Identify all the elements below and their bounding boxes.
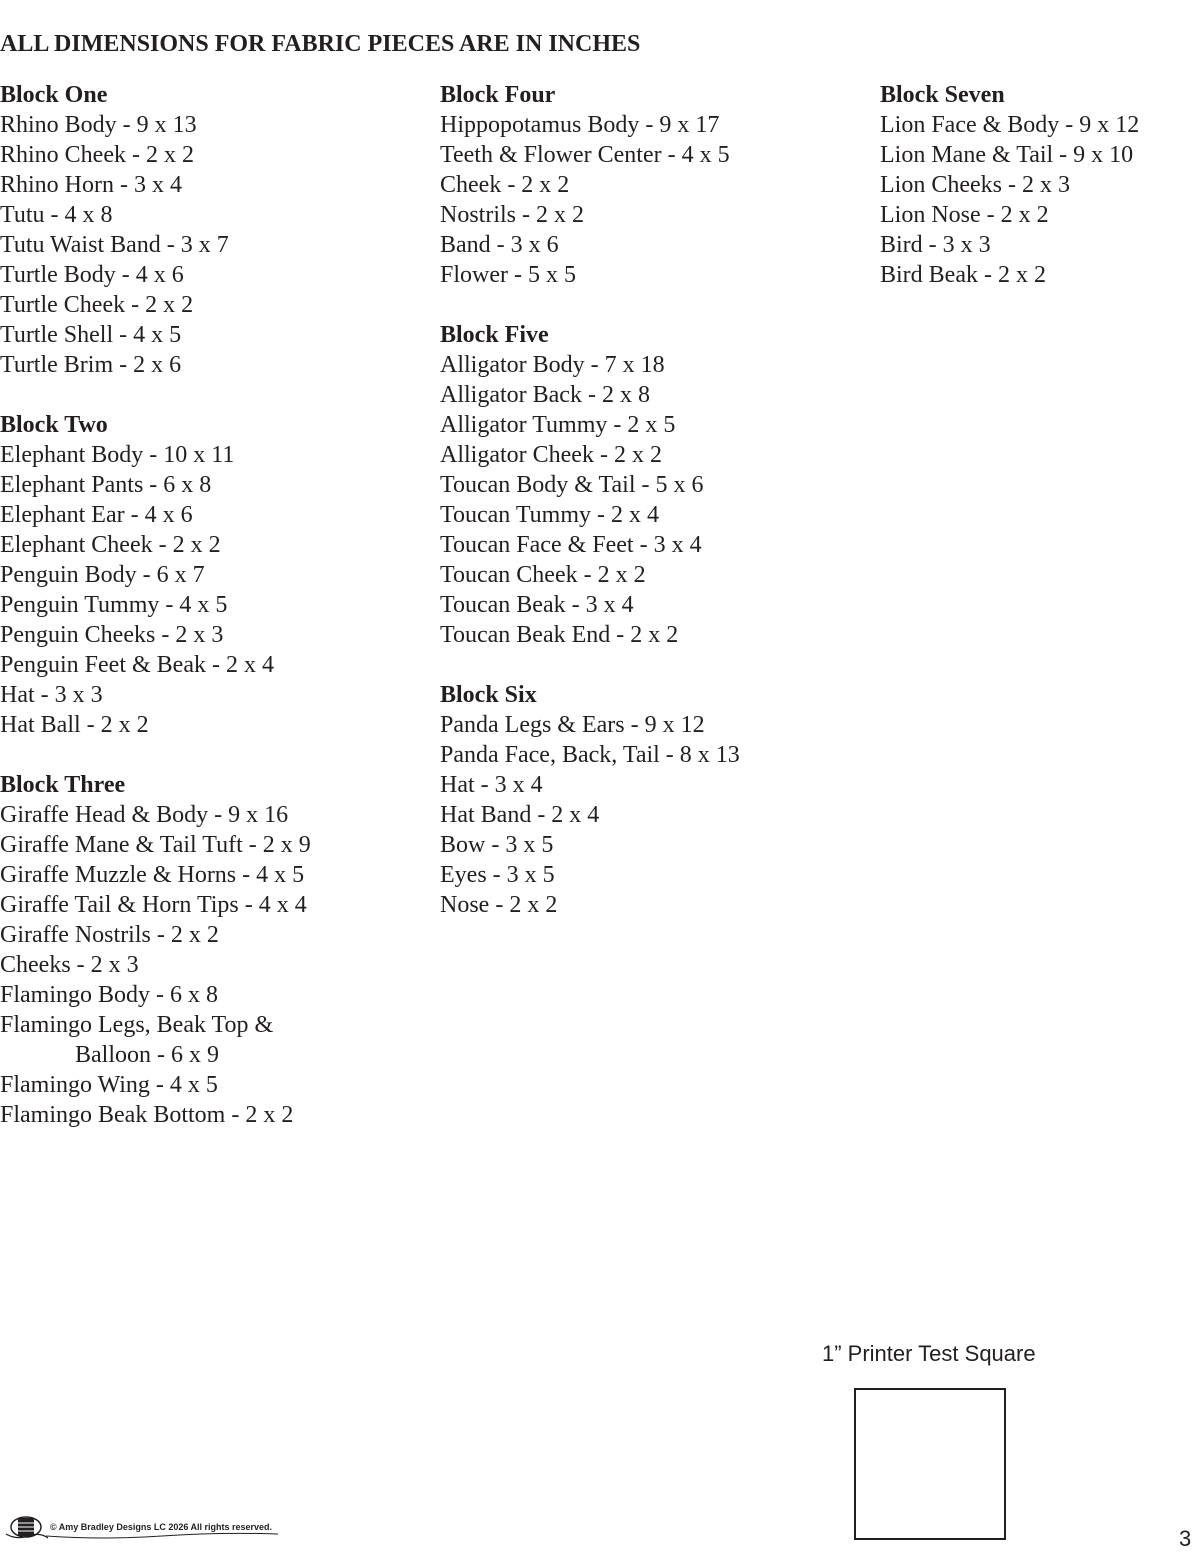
block-seven — [880, 80, 1139, 290]
piece-item: Toucan Body & Tail - 5 x 6 — [440, 472, 704, 498]
piece-item: Alligator Back - 2 x 8 — [440, 382, 650, 408]
piece-item: Eyes - 3 x 5 — [440, 862, 555, 888]
piece-item: Penguin Cheeks - 2 x 3 — [0, 622, 224, 648]
block-three — [0, 770, 311, 1130]
piece-item: Flamingo Body - 6 x 8 — [0, 982, 219, 1008]
piece-item: Hat Ball - 2 x 2 — [0, 712, 149, 738]
piece-item: Elephant Ear - 4 x 6 — [0, 502, 193, 528]
piece-item-line-2: Balloon - 6 x 9 — [75, 1042, 219, 1068]
block-two — [0, 410, 311, 740]
piece-item: Lion Face & Body - 9 x 12 — [880, 112, 1140, 138]
piece-item: Turtle Cheek - 2 x 2 — [0, 292, 194, 318]
piece-item: Bird - 3 x 3 — [880, 232, 991, 258]
piece-item: Turtle Body - 4 x 6 — [0, 262, 184, 288]
piece-item: Alligator Tummy - 2 x 5 — [440, 412, 676, 438]
piece-item — [0, 1010, 311, 1070]
piece-item: Toucan Cheek - 2 x 2 — [440, 562, 646, 588]
piece-item: Band - 3 x 6 — [440, 232, 559, 258]
piece-item: Nose - 2 x 2 — [440, 892, 558, 918]
copyright-notice: © Amy Bradley Designs LC 2026 All rights reserved. — [50, 1522, 273, 1532]
piece-item: Elephant Pants - 6 x 8 — [0, 472, 212, 498]
block-title: Block Three — [0, 772, 126, 798]
piece-item: Lion Mane & Tail - 9 x 10 — [880, 142, 1134, 168]
piece-item: Turtle Brim - 2 x 6 — [0, 352, 182, 378]
piece-item: Hat - 3 x 4 — [440, 772, 543, 798]
piece-item: Hippopotamus Body - 9 x 17 — [440, 112, 720, 138]
thread-line-icon — [46, 1532, 278, 1540]
piece-item: Toucan Beak End - 2 x 2 — [440, 622, 679, 648]
printer-test-square — [854, 1388, 1006, 1540]
piece-item: Bird Beak - 2 x 2 — [880, 262, 1046, 288]
block-four — [440, 80, 740, 290]
thread-spool-icon — [4, 1512, 48, 1542]
piece-item: Toucan Beak - 3 x 4 — [440, 592, 634, 618]
piece-item: Hat - 3 x 3 — [0, 682, 103, 708]
piece-item: Alligator Cheek - 2 x 2 — [440, 442, 662, 468]
piece-item: Penguin Feet & Beak - 2 x 4 — [0, 652, 274, 678]
piece-item: Turtle Shell - 4 x 5 — [0, 322, 182, 348]
block-title: Block Six — [440, 682, 537, 708]
block-title: Block Seven — [880, 82, 1005, 108]
block-title: Block Five — [440, 322, 549, 348]
piece-item: Flamingo Wing - 4 x 5 — [0, 1072, 218, 1098]
piece-item: Penguin Tummy - 4 x 5 — [0, 592, 228, 618]
printer-test-caption: 1” Printer Test Square — [822, 1341, 1036, 1366]
block-title: Block Four — [440, 82, 556, 108]
piece-item: Cheeks - 2 x 3 — [0, 952, 139, 978]
page-number: 3 — [1179, 1526, 1192, 1551]
piece-item: Tutu Waist Band - 3 x 7 — [0, 232, 229, 258]
piece-item: Giraffe Muzzle & Horns - 4 x 5 — [0, 862, 305, 888]
piece-item: Giraffe Tail & Horn Tips - 4 x 4 — [0, 892, 307, 918]
block-one — [0, 80, 311, 380]
piece-item: Toucan Tummy - 2 x 4 — [440, 502, 659, 528]
piece-item: Flower - 5 x 5 — [440, 262, 576, 288]
piece-item: Alligator Body - 7 x 18 — [440, 352, 665, 378]
block-title: Block Two — [0, 412, 108, 438]
piece-item: Cheek - 2 x 2 — [440, 172, 570, 198]
piece-item: Nostrils - 2 x 2 — [440, 202, 584, 228]
piece-item: Hat Band - 2 x 4 — [440, 802, 600, 828]
piece-item: Giraffe Head & Body - 9 x 16 — [0, 802, 289, 828]
column-2 — [440, 80, 740, 950]
piece-item: Lion Nose - 2 x 2 — [880, 202, 1049, 228]
piece-item-line-1: Flamingo Legs, Beak Top & — [0, 1012, 274, 1038]
piece-item: Toucan Face & Feet - 3 x 4 — [440, 532, 702, 558]
piece-item: Rhino Body - 9 x 13 — [0, 112, 197, 138]
block-six — [440, 680, 740, 920]
piece-item: Giraffe Nostrils - 2 x 2 — [0, 922, 219, 948]
piece-item: Rhino Cheek - 2 x 2 — [0, 142, 194, 168]
column-1 — [0, 80, 311, 1160]
piece-item: Rhino Horn - 3 x 4 — [0, 172, 182, 198]
piece-item: Penguin Body - 6 x 7 — [0, 562, 205, 588]
page-heading: ALL DIMENSIONS FOR FABRIC PIECES ARE IN INCHES — [0, 31, 641, 57]
block-title: Block One — [0, 82, 108, 108]
piece-item: Panda Legs & Ears - 9 x 12 — [440, 712, 705, 738]
piece-item: Teeth & Flower Center - 4 x 5 — [440, 142, 730, 168]
piece-item: Elephant Body - 10 x 11 — [0, 442, 235, 468]
piece-item: Elephant Cheek - 2 x 2 — [0, 532, 221, 558]
column-3 — [880, 80, 1139, 320]
piece-item: Lion Cheeks - 2 x 3 — [880, 172, 1070, 198]
piece-item: Tutu - 4 x 8 — [0, 202, 113, 228]
piece-item: Panda Face, Back, Tail - 8 x 13 — [440, 742, 740, 768]
piece-item: Bow - 3 x 5 — [440, 832, 554, 858]
piece-item: Flamingo Beak Bottom - 2 x 2 — [0, 1102, 294, 1128]
piece-item: Giraffe Mane & Tail Tuft - 2 x 9 — [0, 832, 311, 858]
block-five — [440, 320, 740, 650]
